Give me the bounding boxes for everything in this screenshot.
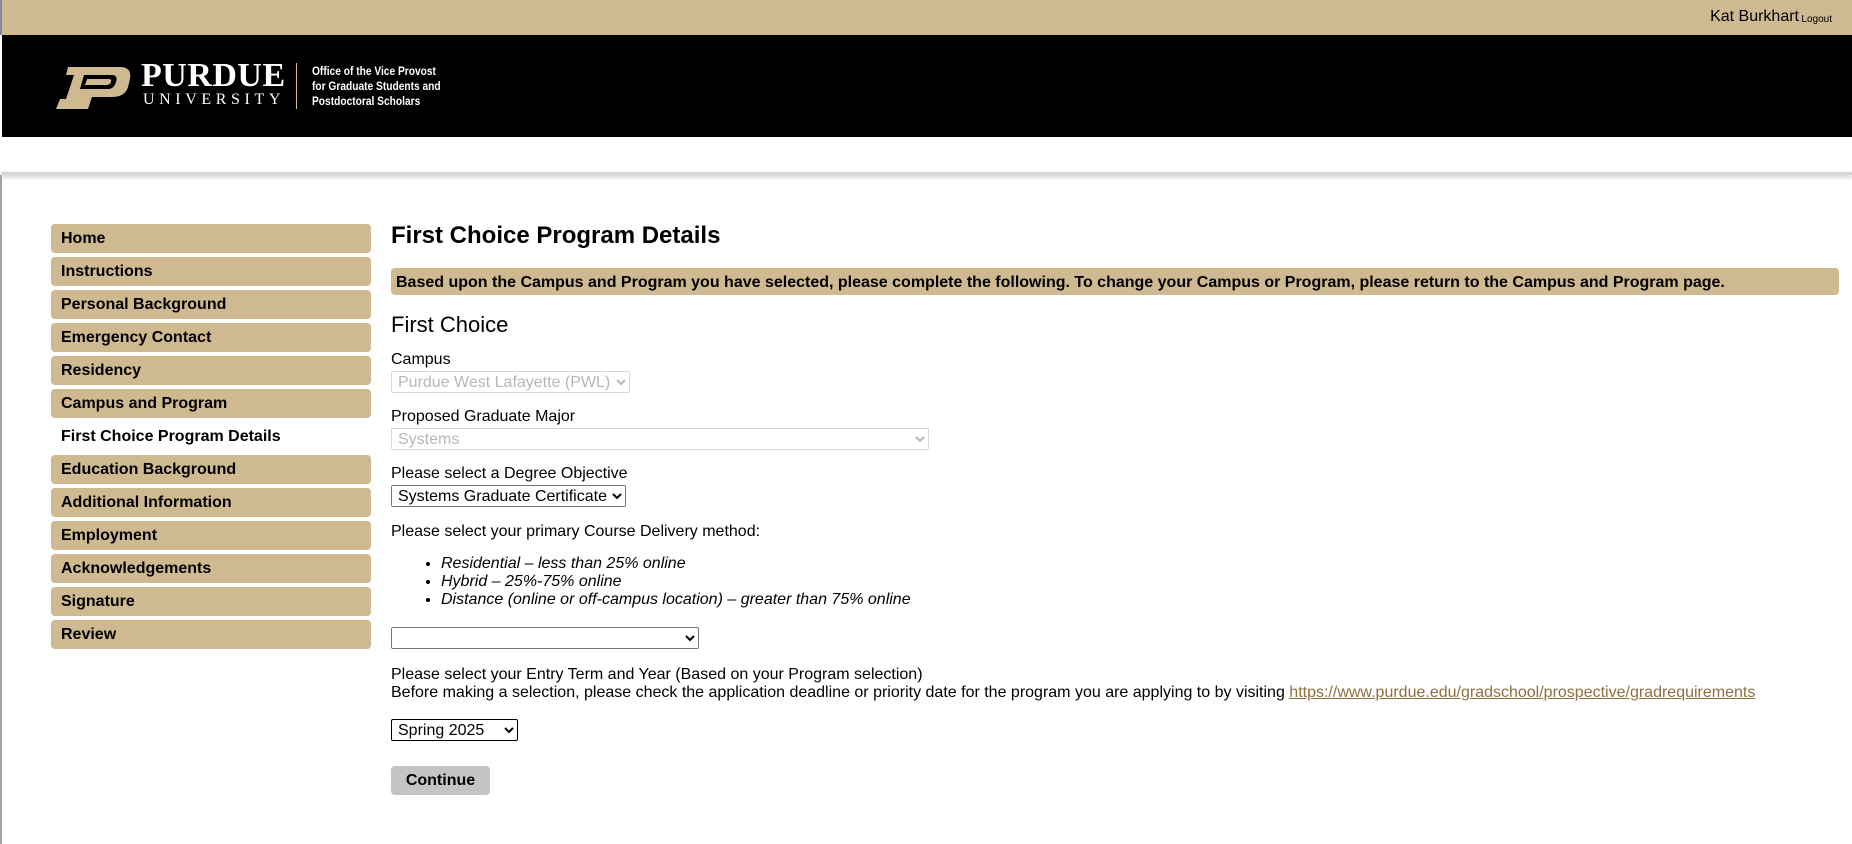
gradrequirements-link[interactable]: https://www.purdue.edu/gradschool/prospective/gradrequirements	[1289, 684, 1756, 701]
sidebar-item-first-choice-program-details[interactable]: First Choice Program Details	[61, 428, 281, 445]
campus-label: Campus	[391, 351, 451, 368]
entry-term-label: Please select your Entry Term and Year (Based on your Program selection)	[391, 666, 923, 683]
section-title: First Choice	[391, 312, 509, 337]
page-title: First Choice Program Details	[391, 222, 721, 249]
delivery-label: Please select your primary Course Delivery method:	[391, 523, 761, 540]
sidebar-item-employment[interactable]: Employment	[51, 521, 371, 550]
sidebar-item-education-background[interactable]: Education Background	[51, 455, 371, 484]
degree-label: Please select a Degree Objective	[391, 465, 628, 482]
entry-term-select[interactable]	[391, 719, 518, 741]
notice-banner: Based upon the Campus and Program you have selected, please complete the following. To change your Campus or Program, please return to the Campus and Program page.	[391, 268, 1839, 295]
logout-link[interactable]: Logout	[1801, 14, 1832, 25]
header-divider	[2, 172, 1852, 175]
list-item: • Hybrid – 25%-75% online	[441, 573, 911, 591]
sidebar-item-personal-background[interactable]: Personal Background	[51, 290, 371, 319]
list-item: • Distance (online or off-campus location) – greater than 75% online	[441, 591, 911, 609]
logo-wordmark-university: UNIVERSITY	[143, 91, 285, 108]
sidebar-item-campus-and-program[interactable]: Campus and Program	[51, 389, 371, 418]
delivery-methods-list	[391, 555, 911, 609]
entry-note-text: Before making a selection, please check the application deadline or priority date for the program you are applying to by visiting	[391, 684, 1285, 701]
office-line-1: Office of the Vice Provost	[312, 64, 436, 78]
sidebar-item-acknowledgements[interactable]: Acknowledgements	[51, 554, 371, 583]
purdue-p-icon	[54, 65, 132, 111]
entry-term-note	[391, 684, 1755, 702]
sidebar-item-residency[interactable]: Residency	[51, 356, 371, 385]
sidebar-item-additional-information[interactable]: Additional Information	[51, 488, 371, 517]
user-name: Kat Burkhart	[1710, 8, 1799, 25]
continue-button[interactable]: Continue	[391, 766, 490, 795]
major-select[interactable]	[391, 428, 929, 450]
office-name	[312, 64, 448, 109]
logo-wordmark-purdue: PURDUE	[141, 57, 286, 94]
office-line-3: Postdoctoral Scholars	[312, 94, 421, 108]
major-label: Proposed Graduate Major	[391, 408, 576, 425]
sidebar-item-emergency-contact[interactable]: Emergency Contact	[51, 323, 371, 352]
delivery-method-select[interactable]	[391, 627, 699, 649]
top-bar	[0, 0, 1852, 35]
sidebar-item-instructions[interactable]: Instructions	[51, 257, 371, 286]
sidebar-item-signature[interactable]: Signature	[51, 587, 371, 616]
sidebar-item-home[interactable]: Home	[51, 224, 371, 253]
sidebar-item-review[interactable]: Review	[51, 620, 371, 649]
logo-divider	[296, 63, 297, 109]
office-line-2: for Graduate Students and	[312, 79, 441, 93]
list-item: • Residential – less than 25% online	[441, 555, 911, 573]
sidebar-nav	[51, 224, 371, 653]
degree-objective-select[interactable]	[391, 485, 626, 507]
window-edge	[0, 175, 2, 844]
site-header	[2, 35, 1852, 137]
campus-select[interactable]	[391, 371, 630, 393]
